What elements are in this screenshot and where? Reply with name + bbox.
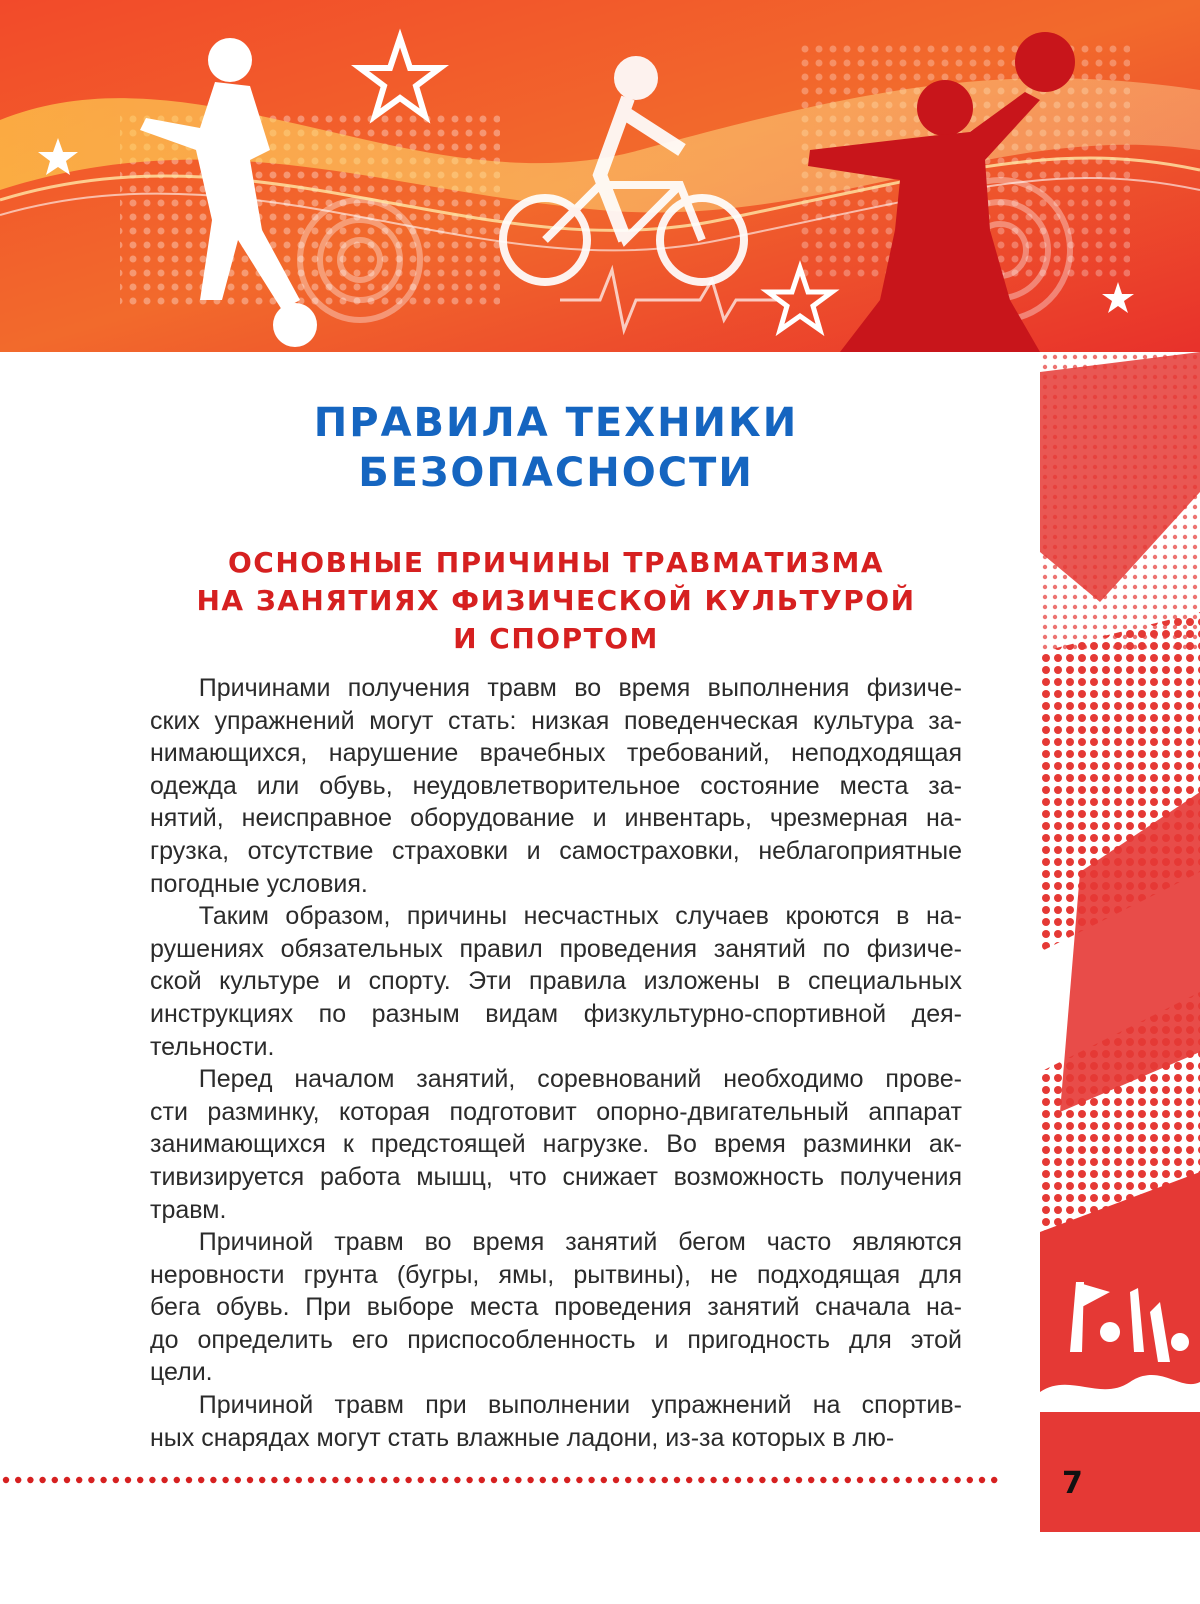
paragraph [150, 1063, 962, 1226]
text-line: Причиной травм при выполнении упражнений на спортив- [198, 1391, 962, 1420]
text-line: нятий, неисправное оборудование и инвентарь, чрезмерная на- [150, 804, 962, 833]
text-line: грузка, отсутствие страховки и самостраховки, неблагоприятные [150, 836, 962, 865]
text-line: Причиной травм во время занятий бегом часто являются [198, 1228, 962, 1257]
text-line: ских упражнений могут стать: низкая поведенческая культура за- [150, 706, 962, 735]
paragraph [150, 1226, 962, 1389]
text-line: Таким образом, причины несчастных случаев кроются в на- [198, 902, 962, 931]
page-title: ПРАВИЛА ТЕХНИКИ БЕЗОПАСНОСТИ [313, 400, 799, 496]
text-line: ных снарядах могут стать влажные ладони, из-за которых в лю- [150, 1423, 895, 1452]
footer-dotted-rule [0, 1474, 1000, 1486]
main-content [150, 398, 962, 1454]
body-text [150, 672, 962, 1454]
text-line: одежда или обувь, неудовлетворительное состояние места за- [150, 771, 962, 800]
text-line: нимающихся, нарушение врачебных требований, неподходящая [150, 739, 962, 768]
text-line: инструкциях по разным видам физкультурно-спортивной дея- [150, 999, 962, 1028]
paragraph [150, 1389, 962, 1454]
text-line: травм. [150, 1195, 227, 1224]
text-line: Перед началом занятий, соревнований необходимо прове- [198, 1065, 962, 1094]
text-line: погодные условия. [150, 869, 368, 898]
text-line: неровности грунта (бугры, ямы, рытвины), не подходящая для [150, 1260, 962, 1289]
side-decoration-art [1040, 352, 1200, 1532]
section-subtitle: ОСНОВНЫЕ ПРИЧИНЫ ТРАВМАТИЗМА НА ЗАНЯТИЯХ ФИЗИЧЕСКОЙ КУЛЬТУРОЙ И СПОРТОМ [196, 546, 916, 655]
paragraph [150, 672, 962, 900]
text-line: до определить его приспособленность и пригодность для этой [150, 1325, 962, 1354]
text-line: ской культуре и спорту. Эти правила изложены в специальных [150, 967, 962, 996]
text-line: цели. [150, 1358, 213, 1387]
paragraph [150, 900, 962, 1063]
text-line: тивизируется работа мышц, что снижает возможность получения [150, 1162, 962, 1191]
text-line: сти разминку, которая подготовит опорно-двигательный аппарат [150, 1097, 962, 1126]
text-line: бега обувь. При выборе места проведения занятий сначала на- [150, 1293, 962, 1322]
text-line: Причинами получения травм во время выполнения физиче- [198, 674, 962, 702]
text-line: занимающихся к предстоящей нагрузке. Во время разминки ак- [150, 1130, 962, 1159]
text-line: рушениях обязательных правил проведения занятий по физиче- [150, 934, 962, 963]
sports-banner-illustration [0, 0, 1200, 352]
page-number: 7 [1062, 1466, 1083, 1501]
text-line: тельности. [150, 1032, 275, 1061]
